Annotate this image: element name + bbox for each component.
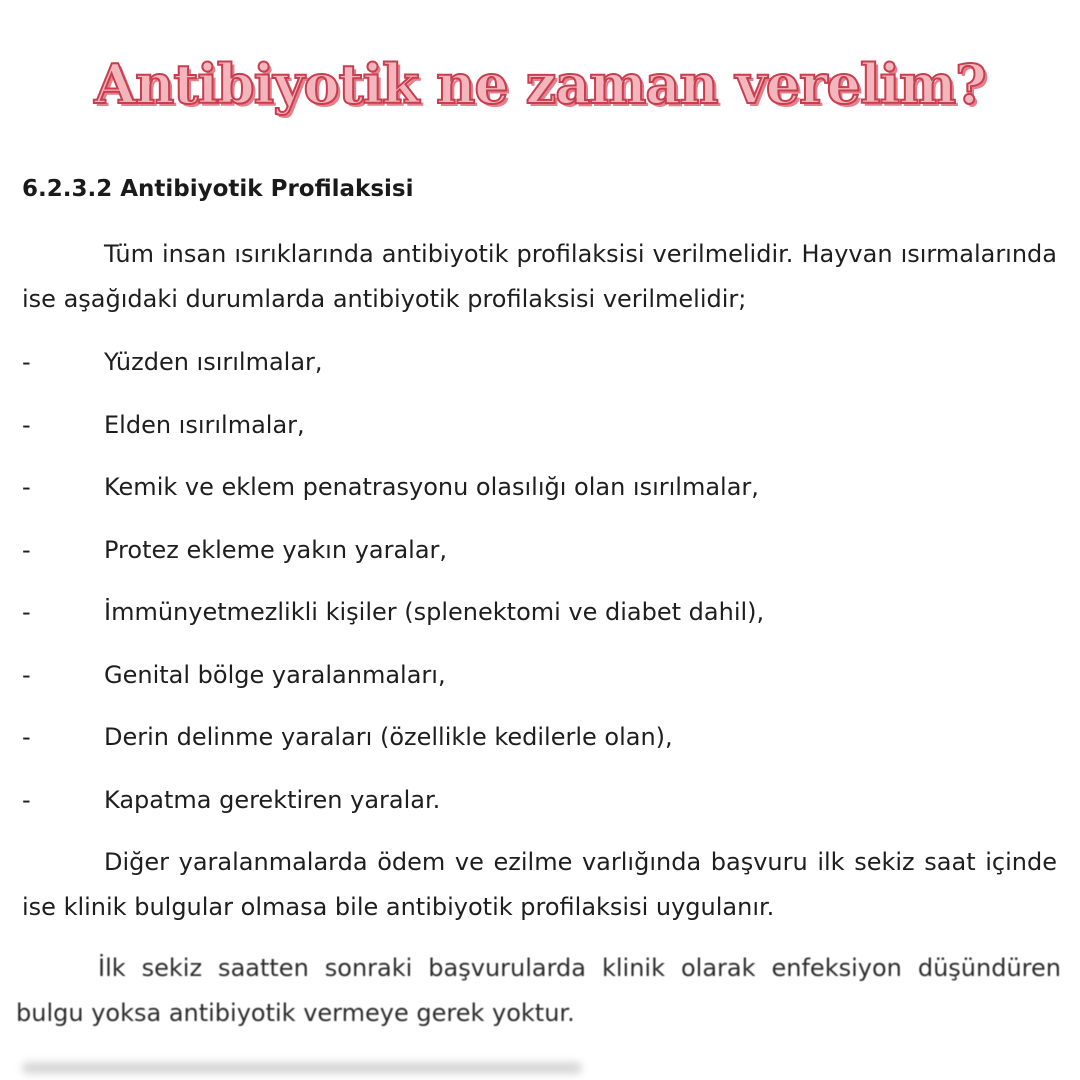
list-dash: - <box>22 785 31 814</box>
list-dash: - <box>22 348 31 376</box>
list-item <box>22 403 1062 466</box>
faded-text-line <box>22 1062 582 1074</box>
list-item-text: Kemik ve eklem penatrasyonu olasılığı olan ısırılmalar, <box>104 473 759 501</box>
list-dash: - <box>22 473 31 501</box>
list-item-text: Yüzden ısırılmalar, <box>104 348 323 376</box>
list-item <box>22 778 1062 841</box>
list-item <box>22 340 1062 403</box>
list-item-text: İmmünyetmezlikli kişiler (splenektomi ve diabet dahil), <box>104 598 765 626</box>
list-item-text: Genital bölge yaralanmaları, <box>104 660 446 689</box>
list-dash: - <box>22 660 31 689</box>
paragraph-late-presentation: İlk sekiz saatten sonraki başvurularda klinik olarak enfeksiyon düşündüren bulgu yoksa antibiyotik vermeye gerek yoktur. <box>16 954 1061 1027</box>
indication-list <box>22 340 1062 840</box>
list-item <box>22 465 1062 528</box>
list-dash: - <box>22 598 31 626</box>
list-item-text: Derin delinme yaraları (özellikle kedilerle olan), <box>104 723 673 751</box>
list-item <box>22 590 1062 653</box>
list-dash: - <box>22 535 31 564</box>
section-title: 6.2.3.2 Antibiyotik Profilaksisi <box>22 176 414 202</box>
paragraph-intro: Tüm insan ısırıklarında antibiyotik profilaksisi verilmelidir. Hayvan ısırmalarında ise aşağıdaki durumlarda antibiyotik profilaksisi verilmelidir; <box>22 240 1057 313</box>
list-item <box>22 715 1062 778</box>
list-item-text: Protez ekleme yakın yaralar, <box>104 535 448 564</box>
paragraph-other-injuries: Diğer yaralanmalarda ödem ve ezilme varlığında başvuru ilk sekiz saat içinde ise klinik bulgular olmasa bile antibiyotik profilaksisi uygulanır. <box>22 848 1057 921</box>
list-item <box>22 653 1062 716</box>
list-dash: - <box>22 723 31 751</box>
list-item-text: Kapatma gerektiren yaralar. <box>104 785 441 814</box>
page-headline: Antibiyotik ne zaman verelim? <box>94 52 986 116</box>
list-item <box>22 528 1062 591</box>
list-dash: - <box>22 410 31 439</box>
list-item-text: Elden ısırılmalar, <box>104 410 305 439</box>
